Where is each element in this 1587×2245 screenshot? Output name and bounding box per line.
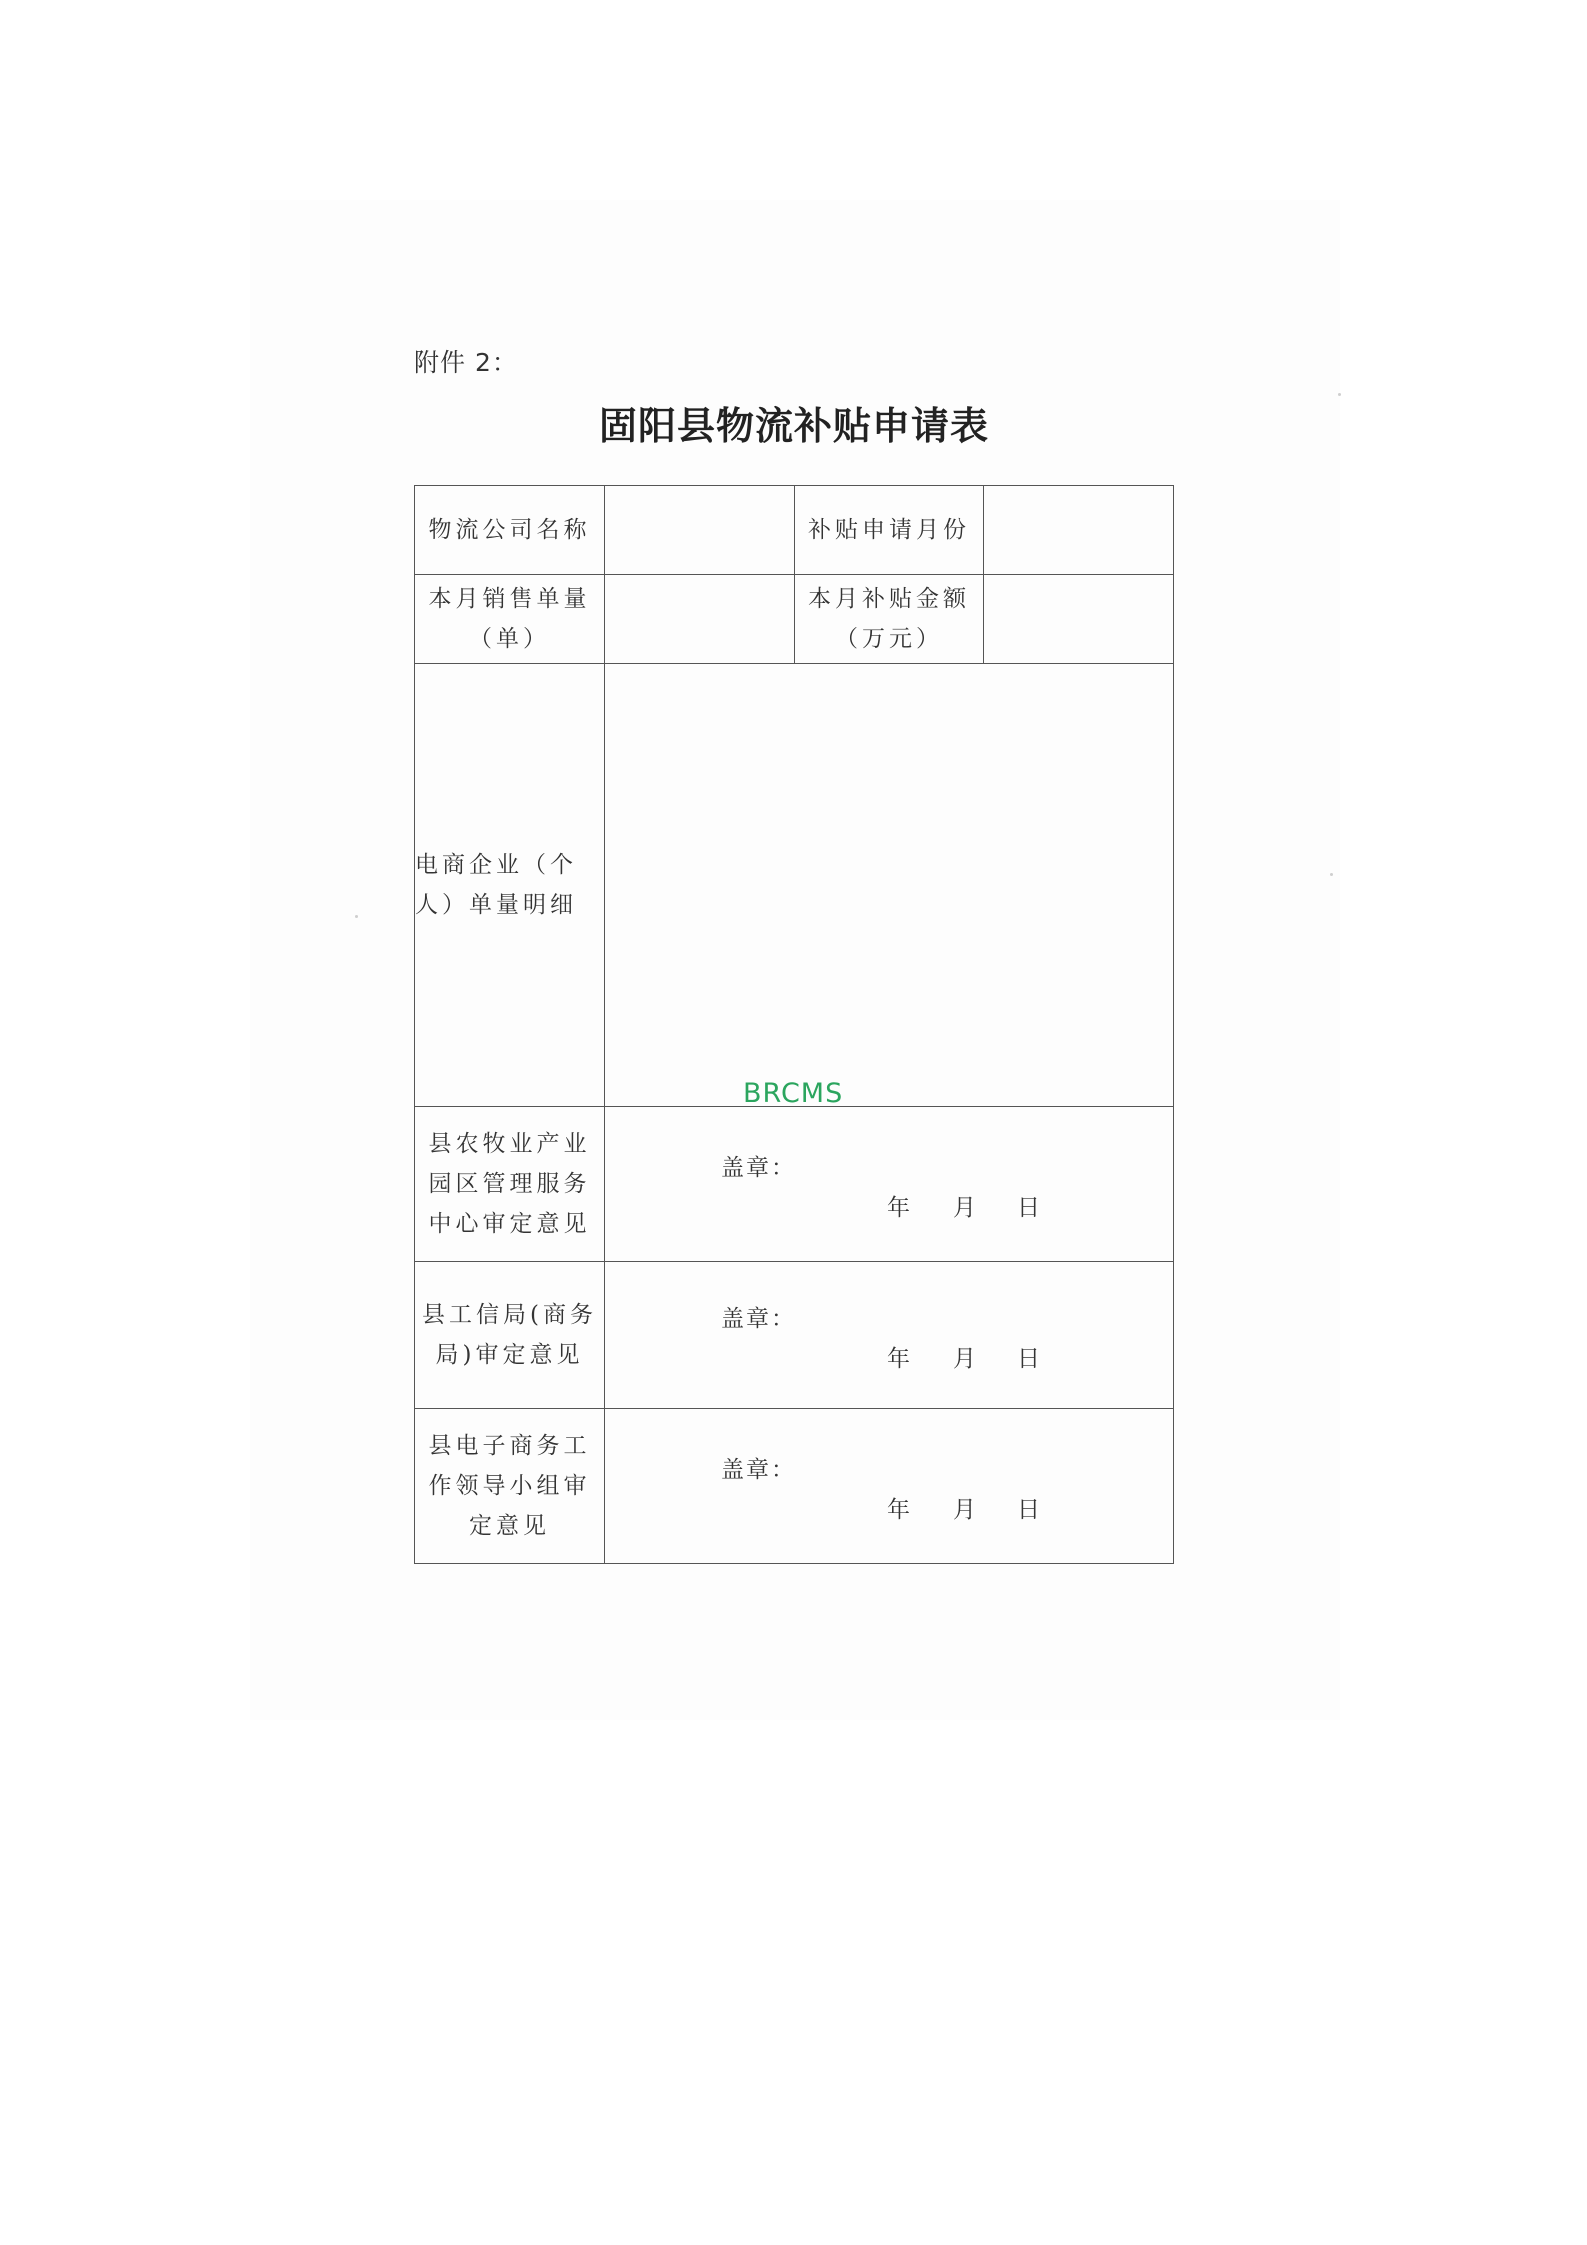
subsidy-month-field[interactable] — [984, 486, 1174, 575]
stamp-label: 盖章： — [721, 1306, 796, 1332]
agri-park-opinion-field[interactable] — [605, 1107, 1174, 1262]
attachment-label: 附件 2： — [414, 348, 518, 377]
subsidy-amount-label — [795, 575, 984, 664]
opinion-label-line: 县工信局(商务 — [422, 1302, 597, 1328]
order-detail-label — [415, 664, 605, 1107]
month-label: 月 — [953, 1195, 976, 1221]
brcms-watermark: BRCMS — [743, 1078, 844, 1109]
subsidy-amount-field[interactable] — [984, 575, 1174, 664]
date-line — [887, 1189, 1040, 1222]
monthly-orders-label — [415, 575, 605, 664]
company-month-row — [415, 486, 1174, 575]
scan-speck — [1338, 393, 1341, 396]
opinion-label-line: 园区管理服务 — [428, 1171, 591, 1197]
agri-park-opinion-label — [415, 1107, 605, 1262]
subsidy-application-form — [414, 485, 1174, 1564]
order-detail-field[interactable] — [605, 664, 1174, 1107]
order-detail-label-line1: 电商企业（个 — [415, 852, 577, 878]
company-name-label: 物流公司名称 — [415, 486, 605, 575]
subsidy-amount-label-line2: （万元） — [835, 626, 943, 652]
monthly-orders-label-line1: 本月销售单量 — [428, 586, 591, 612]
document-title: 固阳县物流补贴申请表 — [598, 403, 989, 448]
day-label: 日 — [1017, 1346, 1040, 1372]
month-label: 月 — [953, 1346, 976, 1372]
opinion-label-line: 定意见 — [469, 1513, 550, 1539]
order-detail-label-line2: 人）单量明细 — [415, 892, 577, 918]
opinion-label-line: 作领导小组审 — [428, 1473, 591, 1499]
date-line — [887, 1491, 1040, 1524]
opinion-row-industry-bureau — [415, 1262, 1174, 1409]
day-label: 日 — [1017, 1195, 1040, 1221]
scan-speck — [1330, 873, 1333, 876]
ecommerce-group-opinion-label — [415, 1409, 605, 1564]
year-label: 年 — [887, 1195, 910, 1221]
company-name-field[interactable] — [605, 486, 795, 575]
year-label: 年 — [887, 1346, 910, 1372]
day-label: 日 — [1017, 1497, 1040, 1523]
opinion-row-ecommerce-group — [415, 1409, 1174, 1564]
subsidy-amount-label-line1: 本月补贴金额 — [808, 586, 970, 612]
stamp-label: 盖章： — [721, 1155, 796, 1181]
monthly-orders-field[interactable] — [605, 575, 795, 664]
detail-row — [415, 664, 1174, 1107]
month-label: 月 — [953, 1497, 976, 1523]
stamp-label: 盖章： — [721, 1457, 796, 1483]
monthly-orders-label-line2: （单） — [469, 626, 550, 652]
year-label: 年 — [887, 1497, 910, 1523]
subsidy-month-label: 补贴申请月份 — [795, 486, 984, 575]
ecommerce-group-opinion-field[interactable] — [605, 1409, 1174, 1564]
opinion-row-agri-park — [415, 1107, 1174, 1262]
date-line — [887, 1340, 1040, 1373]
industry-bureau-opinion-label — [415, 1262, 605, 1409]
opinion-label-line: 中心审定意见 — [428, 1211, 591, 1237]
opinion-label-line: 局)审定意见 — [435, 1342, 584, 1368]
opinion-label-line: 县农牧业产业 — [428, 1131, 591, 1157]
opinion-label-line: 县电子商务工 — [428, 1433, 591, 1459]
scan-speck — [355, 915, 358, 918]
volume-amount-row — [415, 575, 1174, 664]
industry-bureau-opinion-field[interactable] — [605, 1262, 1174, 1409]
